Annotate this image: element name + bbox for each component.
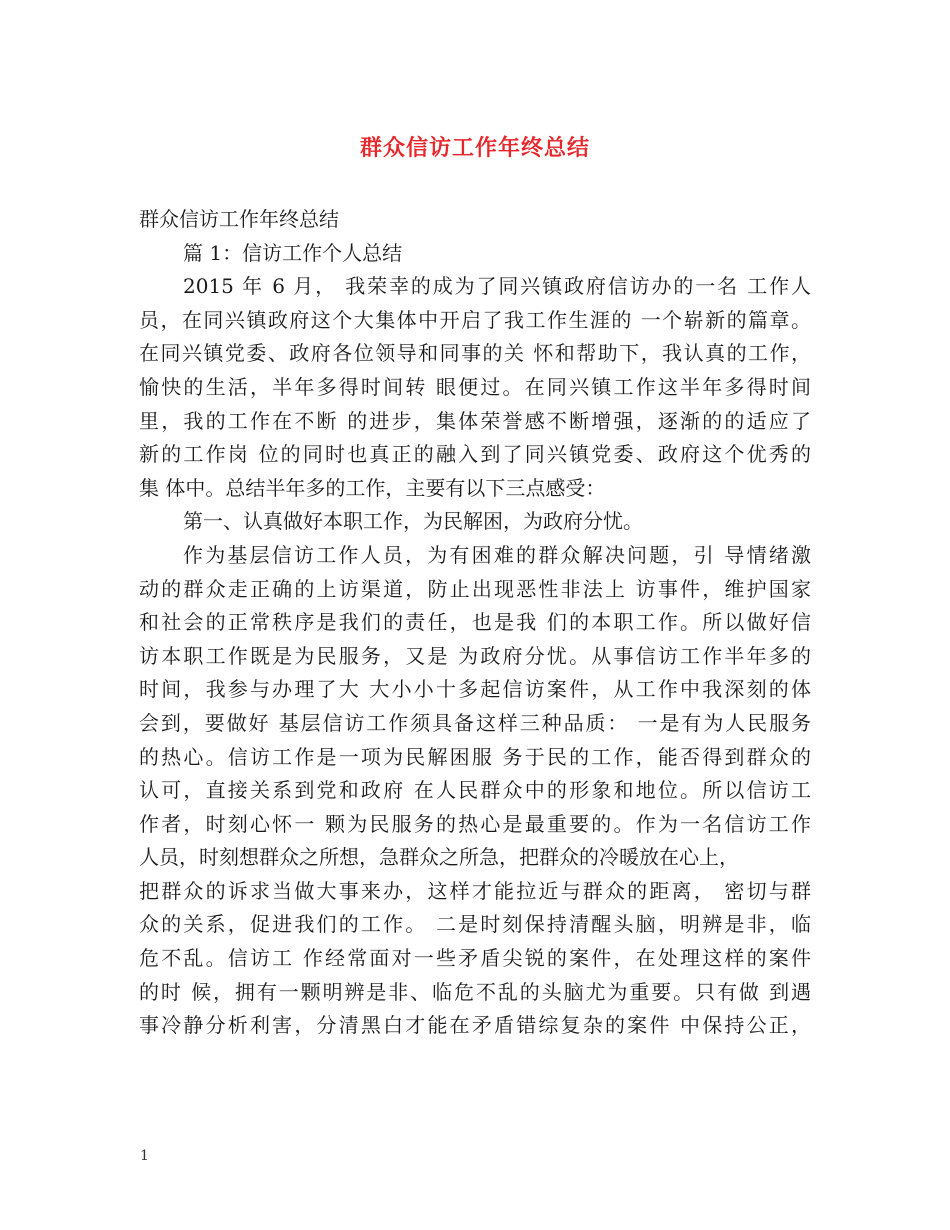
body-line: 把群众的诉求当做大事来办，这样才能拉近与群众的距离， 密切与群 bbox=[139, 878, 811, 903]
page-number: 1 bbox=[140, 1148, 149, 1164]
body-line: 愉快的生活，半年多得时间转 眼便过。在同兴镇工作这半年多得时间 bbox=[139, 374, 811, 399]
body-line: 动的群众走正确的上访渠道，防止出现恶性非法上 访事件，维护国家 bbox=[139, 576, 811, 601]
document-body bbox=[139, 203, 811, 1043]
body-line: 时间，我参与办理了大 大小小十多起信访案件，从工作中我深刻的体 bbox=[139, 677, 811, 702]
body-line: 认可，直接关系到党和政府 在人民群众中的形象和地位。所以信访工 bbox=[139, 778, 811, 803]
body-line: 群众信访工作年终总结 bbox=[139, 207, 339, 231]
document-title: 群众信访工作年终总结 bbox=[359, 135, 590, 161]
body-line: 的时 候，拥有一颗明辨是非、临危不乱的头脑尤为重要。只有做 到遇 bbox=[139, 979, 811, 1004]
body-line: 众的关系，促进我们的工作。 二是时刻保持清醒头脑，明辨是非，临 bbox=[139, 912, 811, 937]
body-line: 的热心。信访工作是一项为民解困服 务于民的工作，能否得到群众的 bbox=[139, 744, 811, 769]
body-line: 2015 年 6 月， 我荣幸的成为了同兴镇政府信访办的一名 工作人 bbox=[183, 274, 811, 299]
body-line: 新的工作岗 位的同时也真正的融入到了同兴镇党委、政府这个优秀的 bbox=[139, 442, 811, 467]
body-line: 作者，时刻心怀一 颗为民服务的热心是最重要的。作为一名信访工作 bbox=[139, 811, 811, 836]
body-line: 里，我的工作在不断 的进步，集体荣誉感不断增强，逐渐的的适应了 bbox=[139, 408, 811, 433]
body-line: 事冷静分析利害，分清黑白才能在矛盾错综复杂的案件 中保持公正， bbox=[139, 1013, 811, 1038]
body-line: 访本职工作既是为民服务，又是 为政府分忧。从事信访工作半年多的 bbox=[139, 643, 811, 668]
body-line: 第一、认真做好本职工作，为民解困，为政府分忧。 bbox=[183, 509, 643, 534]
body-line: 员，在同兴镇政府这个大集体中开启了我工作生涯的 一个崭新的篇章。 bbox=[139, 307, 811, 332]
body-line: 危不乱。信访工 作经常面对一些矛盾尖锐的案件，在处理这样的案件 bbox=[139, 946, 811, 971]
body-line: 会到，要做好 基层信访工作须具备这样三种品质： 一是有为人民服务 bbox=[139, 710, 811, 735]
body-line: 在同兴镇党委、政府各位领导和同事的关 怀和帮助下，我认真的工作， bbox=[139, 341, 811, 366]
body-line: 作为基层信访工作人员，为有困难的群众解决问题，引 导情绪激 bbox=[183, 542, 811, 567]
body-line: 和社会的正常秩序是我们的责任，也是我 们的本职工作。所以做好信 bbox=[139, 610, 811, 635]
body-line: 人员，时刻想群众之所想，急群众之所急，把群众的冷暖放在心上， bbox=[139, 845, 739, 870]
body-line: 篇 1：信访工作个人总结 bbox=[183, 240, 403, 265]
body-line: 集 体中。总结半年多的工作，主要有以下三点感受： bbox=[139, 475, 606, 500]
